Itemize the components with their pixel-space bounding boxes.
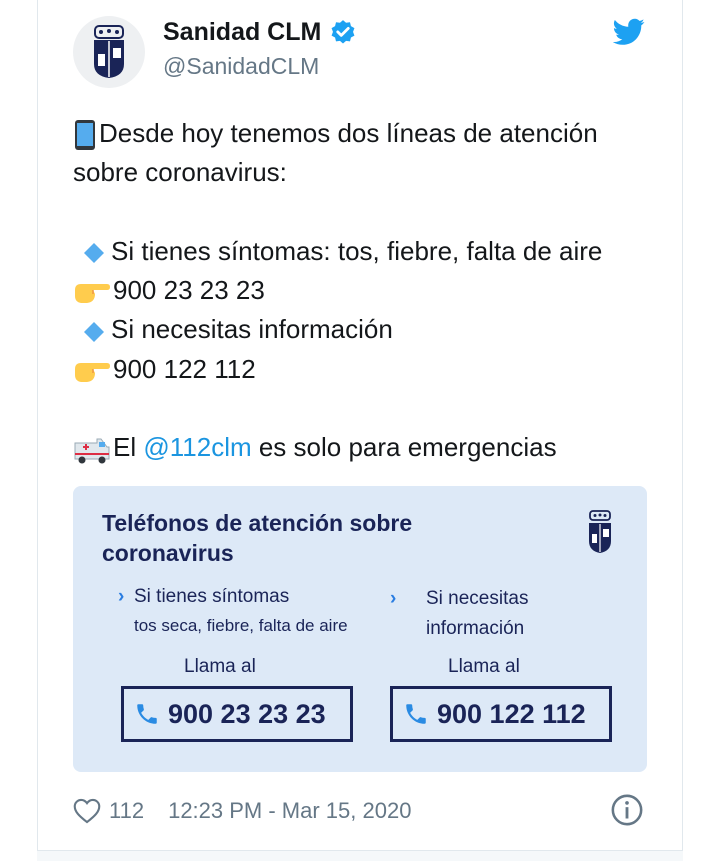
infocard-left-heading: Si tienes síntomas — [134, 586, 290, 607]
tweet-line-3 — [73, 232, 653, 271]
tweet-line-5 — [73, 310, 653, 349]
chevron-right-icon: › — [390, 588, 397, 609]
ambulance-icon — [73, 435, 111, 465]
phone-handset-icon — [134, 701, 160, 727]
account-handle[interactable]: @SanidadCLM — [163, 53, 320, 79]
tweet-line-4 — [73, 271, 653, 310]
phone-box-left — [121, 686, 353, 742]
tweet-text — [73, 114, 653, 468]
tweet-line-5-text: Si necesitas información — [111, 314, 393, 345]
crest-icon — [587, 510, 613, 554]
tweet-line-6-text: 900 122 112 — [113, 353, 256, 384]
tweet-line-1 — [73, 114, 653, 153]
tweet-footer — [73, 793, 653, 829]
like-count[interactable]: 112 — [109, 798, 145, 823]
tweet-line-7 — [73, 428, 653, 467]
verified-icon — [329, 19, 357, 47]
llama-al-left: Llama al — [184, 656, 256, 677]
llama-al-right: Llama al — [448, 656, 520, 677]
tweet-line-1-text: Desde hoy tenemos dos líneas de atención — [99, 118, 598, 148]
infocard-title: Teléfonos de atención sobre coronavirus — [102, 510, 413, 566]
infocard-right-heading-1: Si necesitas — [426, 588, 529, 609]
phone-number-right: 900 122 112 — [437, 698, 586, 729]
infocard-right-heading-2: información — [426, 618, 525, 639]
infocard-right-column — [390, 584, 529, 644]
tweet-line-7-post: es solo para emergencias — [251, 432, 557, 463]
tweet-line-3-text: Si tienes síntomas: tos, fiebre, falta de aire — [111, 235, 603, 266]
tweet-line-6 — [73, 350, 653, 389]
tweet-blank-line — [73, 193, 653, 232]
heart-icon[interactable] — [73, 798, 101, 824]
diamond-icon — [79, 320, 109, 344]
infocard-left-sub: tos seca, fiebre, falta de aire — [134, 616, 348, 635]
account-name[interactable]: Sanidad CLM — [163, 18, 322, 46]
phone-box-right — [390, 686, 612, 742]
tweet-line-4-text: 900 23 23 23 — [113, 275, 265, 306]
tweet-line-7-pre: El — [113, 432, 144, 463]
tweet-line-2: sobre coronavirus: — [73, 157, 287, 188]
diamond-icon — [79, 241, 109, 265]
media-image-card[interactable] — [73, 486, 647, 772]
tweet-blank-line — [73, 389, 653, 428]
twitter-bird-icon[interactable] — [613, 18, 645, 46]
pointing-hand-icon — [73, 357, 111, 385]
phone-emoji-icon — [73, 119, 97, 151]
infocard-left-column — [118, 586, 348, 636]
phone-handset-icon — [403, 701, 429, 727]
chevron-right-icon: › — [118, 586, 125, 607]
card-bottom-strip — [37, 850, 683, 861]
pointing-hand-icon — [73, 278, 111, 306]
timestamp[interactable]: 12:23 PM - Mar 15, 2020 — [168, 798, 412, 823]
info-icon[interactable] — [610, 793, 644, 827]
account-name-row[interactable] — [163, 18, 357, 47]
avatar[interactable] — [73, 16, 145, 88]
crest-icon — [91, 24, 127, 80]
phone-number-left: 900 23 23 23 — [168, 698, 326, 729]
mention-link[interactable]: @112clm — [143, 432, 252, 463]
